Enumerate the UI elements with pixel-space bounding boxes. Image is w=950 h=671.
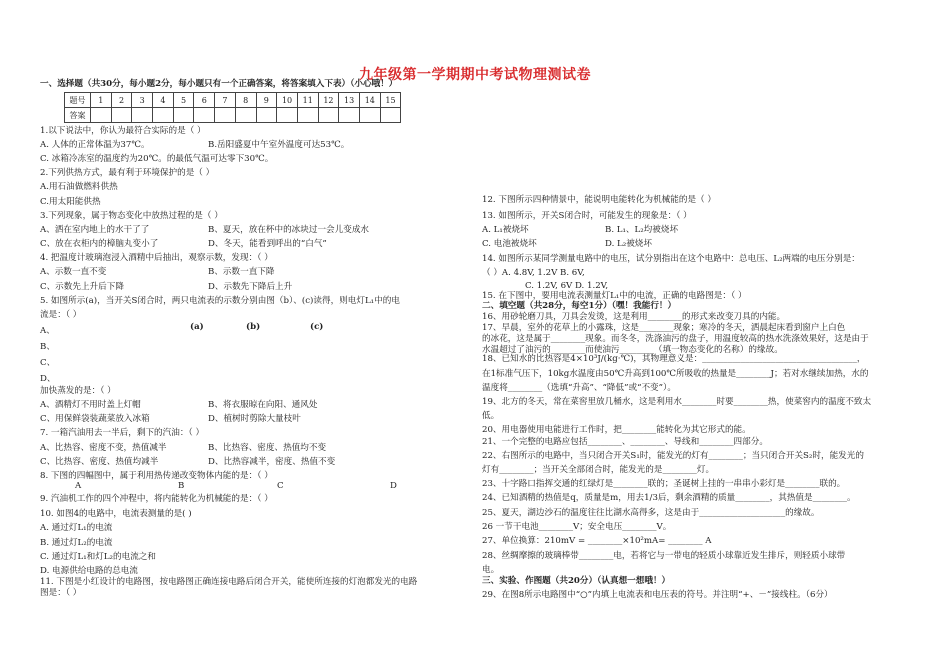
answer-table-number: 3 xyxy=(132,93,153,108)
answer-table-row-header: 答案 xyxy=(65,108,91,123)
question-line: 在1标准气压下，10kg水温度由50℃升高到100℃所吸收的热量是________J；若对水继续加热，水的 xyxy=(482,369,869,379)
answer-cell[interactable] xyxy=(359,108,380,123)
figure-label: (c) xyxy=(310,322,324,332)
question-line: 23、十字路口指挥交通的红绿灯是________联的；圣诞树上挂的一串串小彩灯是________联的。 xyxy=(482,479,846,489)
question-line: B、示数一直下降 xyxy=(208,267,275,277)
answer-cell[interactable] xyxy=(91,108,112,123)
question-line: D、比热容减半，密度、热值不变 xyxy=(208,457,336,467)
question-line: 17、早晨，室外的花草上的小露珠，这是________现象；寒冷的冬天，洒晨起床看到窗户上白色 xyxy=(482,323,846,333)
question-line: 11. 下图是小红设计的电路图，按电路图正确连接电路后闭合开关，能使所连接的灯泡都发光的电路 xyxy=(40,577,418,587)
answer-table-number: 7 xyxy=(215,93,236,108)
question-line: C、放在衣柜内的樟脑丸变小了 xyxy=(40,239,159,249)
figure-label: B xyxy=(178,481,185,491)
question-line: 27、单位换算：210mV = ________×10²mA= ________ A xyxy=(482,536,712,546)
answer-cell[interactable] xyxy=(215,108,236,123)
question-line: 20、用电器使用电能进行工作时，把________能转化为其它形式的能。 xyxy=(482,425,751,435)
question-line: 流是：（ ） xyxy=(40,310,82,320)
question-line: B、比热容、密度、热值均不变 xyxy=(208,443,327,453)
figure-label: C xyxy=(277,481,284,491)
section-3-heading: 三、实验、作图题（共20分）（认真想一想哦！） xyxy=(482,576,671,586)
question-line: B、夏天，放在杯中的冰块过一会儿变成水 xyxy=(208,225,370,235)
question-line: 29、在图8所示电路图中“○”内填上电流表和电压表的符号。并注明“+、－”接线柱。（6分） xyxy=(482,590,833,600)
question-line: 4. 把温度计玻璃泡浸入酒精中后抽出，观察示数，发现：（ ） xyxy=(40,253,273,263)
question-line: 12. 下图所示四种情景中，能说明电能转化为机械能的是（ ） xyxy=(482,195,716,205)
question-line: 灯有________；当开关全部闭合时，能发光的是________灯。 xyxy=(482,465,715,475)
question-line: （ ）A. 4.8V, 1.2V B. 6V, xyxy=(482,268,585,278)
question-line: 7. 一箱汽油用去一半后，剩下的汽油：（ ） xyxy=(40,428,205,438)
answer-table-row-header: 题号 xyxy=(65,93,91,108)
question-line: 温度将________（选填“升高”、“降低”或“不变”）。 xyxy=(482,383,676,393)
section-2-heading: 二、填空题（共28分，每空1分）（嘿！我能行！） xyxy=(482,301,677,311)
answer-cell[interactable] xyxy=(380,108,401,123)
question-line: 10. 如图4的电路中，电流表测量的是( ) xyxy=(40,509,192,519)
question-line: C. 1.2V, 6V D. 1.2V, xyxy=(525,281,609,291)
answer-cell[interactable] xyxy=(153,108,174,123)
option-line: B、 xyxy=(40,342,55,352)
question-line: D、冬天，能看到呼出的“白气” xyxy=(208,239,327,249)
answer-cell[interactable] xyxy=(111,108,132,123)
question-line: C、用保鲜袋装蔬菜放入冰箱 xyxy=(40,414,150,424)
answer-table-number: 15 xyxy=(380,93,401,108)
answer-table-number: 9 xyxy=(256,93,277,108)
question-line: A. 通过灯L₁的电流 xyxy=(40,523,113,533)
question-line: A. L₁被烧坏 xyxy=(482,225,529,235)
answer-table xyxy=(64,92,401,123)
answer-table-number: 12 xyxy=(318,93,339,108)
answer-cell[interactable] xyxy=(132,108,153,123)
answer-cell[interactable] xyxy=(173,108,194,123)
question-line: 图是：（ ） xyxy=(40,588,82,598)
question-line: 14. 如图所示某同学测量电路中的电压，试分别指出在这个电路中：总电压、L₂两端的电压分别是： xyxy=(482,254,860,264)
answer-table-number: 2 xyxy=(111,93,132,108)
question-line: 电。 xyxy=(482,565,500,575)
question-line: B.岳阳盛夏中午室外温度可达53℃。 xyxy=(208,140,350,150)
question-line: A. 人体的正常体温为37℃。 xyxy=(40,140,150,150)
answer-table-number: 11 xyxy=(297,93,318,108)
question-line: B. L₁、L₂均被烧坏 xyxy=(605,225,679,235)
question-line: 24、已知酒精的热值是q，质量是m，用去1/3后，剩余酒精的质量________，其热值是________。 xyxy=(482,493,856,503)
question-line: C. 电池被烧坏 xyxy=(482,239,537,249)
answer-cell[interactable] xyxy=(194,108,215,123)
option-line: A、 xyxy=(40,326,55,336)
figure-label: A xyxy=(75,481,82,491)
question-line: A、酒精灯不用时盖上灯帽 xyxy=(40,400,141,410)
figure-label: (a) xyxy=(190,322,204,332)
answer-cell[interactable] xyxy=(235,108,256,123)
question-line: C. 通过灯L₁和灯L₂的电流之和 xyxy=(40,552,156,562)
answer-cell[interactable] xyxy=(277,108,298,123)
question-line: C、示数先上升后下降 xyxy=(40,282,124,292)
answer-table-number: 13 xyxy=(339,93,360,108)
question-line: A、比热容、密度不变，热值减半 xyxy=(40,443,167,453)
question-line: D、植树时剪除大量枝叶 xyxy=(208,414,301,424)
page-title: 九年级第一学期期中考试物理测试卷 xyxy=(359,67,591,83)
question-line: D. L₂被烧坏 xyxy=(605,239,652,249)
answer-table-number: 8 xyxy=(235,93,256,108)
question-line: 19、北方的冬天，常在菜窖里放几桶水，这是利用水________时要________热，使菜窖内的温度不致太 xyxy=(482,397,872,407)
question-line: A、示数一直不变 xyxy=(40,267,107,277)
question-line: 1.以下说法中，你认为最符合实际的是（ ） xyxy=(40,126,206,136)
answer-table-number: 14 xyxy=(359,93,380,108)
question-line: 28、丝绸摩擦的玻璃棒带________电，若将它与一带电的轻质小球靠近发生排斥，则轻质小球带 xyxy=(482,551,846,561)
question-line: 18、已知水的比热容是4×10³J/(kg·℃)，其物理意义是：____________________________________， xyxy=(482,354,866,364)
answer-cell[interactable] xyxy=(297,108,318,123)
answer-table-number: 10 xyxy=(277,93,298,108)
figure-label: D xyxy=(390,481,397,491)
question-line: 加快蒸发的是：（ ） xyxy=(40,386,116,396)
answer-table-number: 4 xyxy=(153,93,174,108)
question-line: 3.下列现象，属于物态变化中放热过程的是（ ） xyxy=(40,211,223,221)
question-line: D. 电源供给电路的总电流 xyxy=(40,566,138,576)
question-line: 21、一个完整的电路应包括________、________、导线和________四部分。 xyxy=(482,437,768,447)
question-line: 9. 汽油机工作的四个冲程中，将内能转化为机械能的是：（ ） xyxy=(40,494,273,504)
answer-table-number: 6 xyxy=(194,93,215,108)
question-line: B. 通过灯L₂的电流 xyxy=(40,538,113,548)
question-line: 5. 如图所示(a)，当开关S闭合时，两只电流表的示数分别由图（b）、(c)读得，则电灯L₁中的电 xyxy=(40,296,400,306)
question-line: C. 冰箱冷冻室的温度约为20℃。的最低气温可达零下30℃。 xyxy=(40,154,274,164)
option-line: C、 xyxy=(40,358,56,368)
answer-cell[interactable] xyxy=(339,108,360,123)
section-1-heading: 一、选择题（共30分，每小题2分，每小题只有一个正确答案，将答案填入下表）（小心哦！） xyxy=(40,79,398,89)
question-line: C.用太阳能供热 xyxy=(40,197,101,207)
question-line: A.用石油做燃料供热 xyxy=(40,182,118,192)
question-line: 22、右图所示的电路中，当只闭合开关S₁时，能发光的灯有________；当只闭合开关S₂时，能发光的 xyxy=(482,451,864,461)
answer-cell[interactable] xyxy=(318,108,339,123)
question-line: 低。 xyxy=(482,411,500,421)
option-line: D、 xyxy=(40,374,56,384)
question-line: A、洒在室内地上的水干了了 xyxy=(40,225,150,235)
answer-table-number: 1 xyxy=(91,93,112,108)
question-line: 25、夏天，湖边沙石的温度往往比湖水高得多，这是由于____________________的缘故。 xyxy=(482,508,820,518)
question-line: 15. 在下图中，要用电流表测量灯L₁中的电流，正确的电路图是：（ ） xyxy=(482,291,747,301)
question-line: 水温超过了油污的________而使油污________（填一物态变化的名称）的缘故。 xyxy=(482,345,783,355)
question-line: 13. 如图所示，开关S闭合时，可能发生的现象是：（ ） xyxy=(482,211,692,221)
question-line: 16、用砂轮磨刀具，刀具会发烫，这是利用________的形式来改变刀具的内能。 xyxy=(482,312,786,322)
answer-cell[interactable] xyxy=(256,108,277,123)
question-line: 的冰花，这是属于________现象。而冬冬，洗涤油污的盘子，用温度较高的热水洗涤效果好，这是由于 xyxy=(482,334,869,344)
question-line: D、示数先下降后上升 xyxy=(208,282,293,292)
question-line: B、将衣服晾在向阳、通风处 xyxy=(208,400,318,410)
answer-table-number: 5 xyxy=(173,93,194,108)
question-line: 26 一节干电池________V；安全电压________V。 xyxy=(482,522,672,532)
question-line: 8. 下图的四幅图中，属于利用热传递改变物体内能的是：（ ） xyxy=(40,471,273,481)
figure-label: (b) xyxy=(246,322,261,332)
question-line: C、比热容、密度、热值均减半 xyxy=(40,457,159,467)
question-line: 2.下列供热方式，最有利于环境保护的是（ ） xyxy=(40,168,215,178)
